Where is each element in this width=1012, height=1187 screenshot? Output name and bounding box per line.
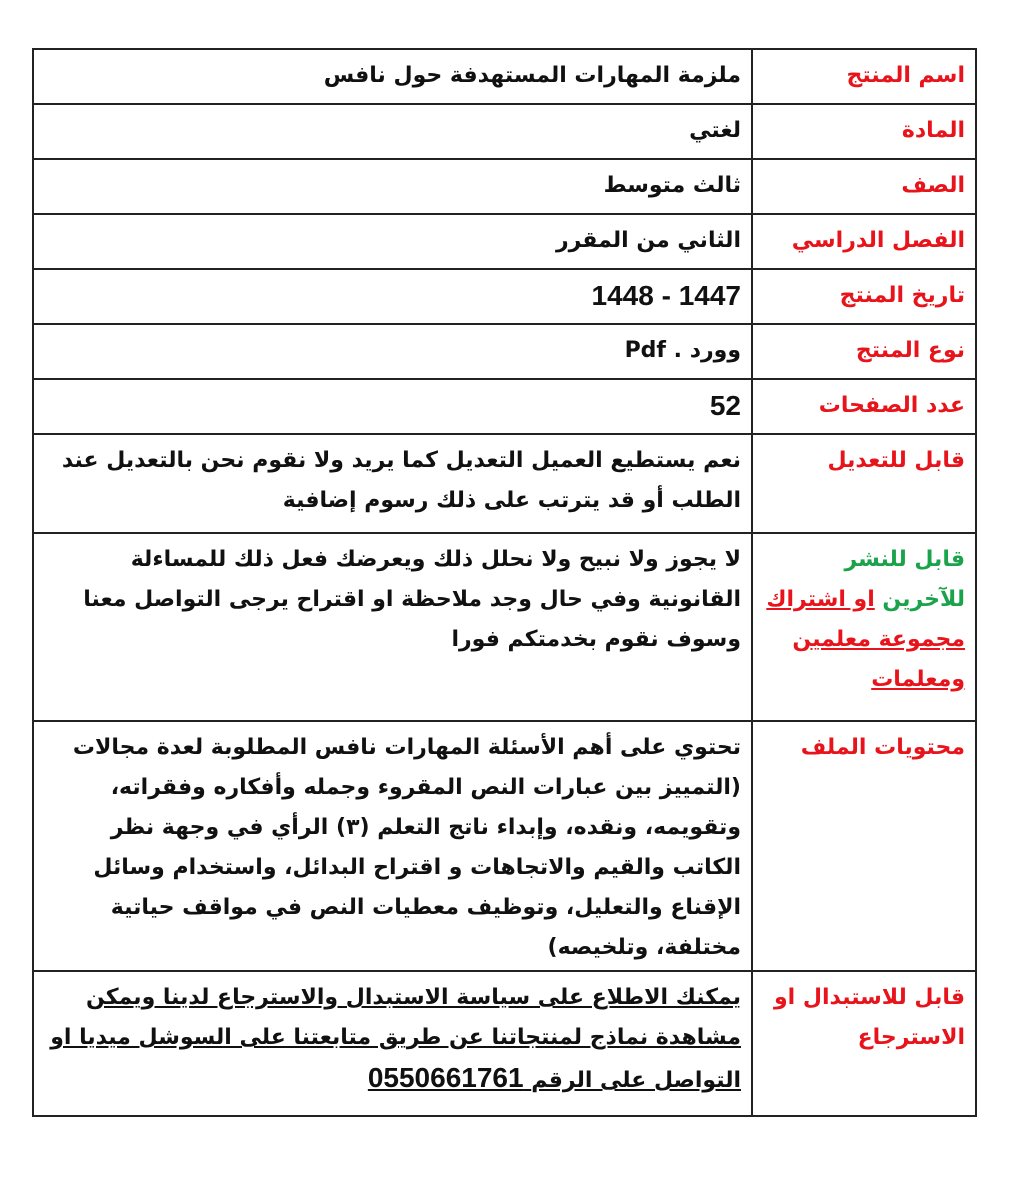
label-contents: محتويات الملف [752,721,976,971]
label-date: تاريخ المنتج [752,269,976,324]
phone-number-link[interactable]: 0550661761 [367,1062,524,1093]
text-line: مختلفة، وتلخيصه) [547,935,741,960]
value-date: 1447 - 1448 [33,269,752,324]
label-publish-part: ومعلمات [871,667,965,692]
value-product-name: ملزمة المهارات المستهدفة حول نافس [33,49,752,104]
returns-link-line[interactable]: التواصل على الرقم [531,1068,741,1093]
label-product-name: اسم المنتج [752,49,976,104]
value-editable [33,434,752,533]
label-returns-part: الاسترجاع [857,1025,965,1050]
label-subject: المادة [752,104,976,159]
value-subject: لغتي [33,104,752,159]
label-publish-part: او اشتراك [766,587,875,612]
text-line: (التمييز بين عبارات النص المقروء وجمله وأفكاره وفقراته، [110,775,741,800]
text-line: القانونية وفي حال وجد ملاحظة او اقتراح يرجى التواصل معنا [83,587,741,612]
text-line: لا يجوز ولا نبيح ولا نحلل ذلك ويعرضك فعل ذلك للمساءلة [130,547,741,572]
row-publish [33,533,976,721]
text-line: الإقناع والتعليل، وتوظيف معطيات النص في مواقف حياتية [110,895,741,920]
label-semester: الفصل الدراسي [752,214,976,269]
returns-link-line[interactable]: يمكنك الاطلاع على سياسة الاستبدال والاسترجاع لدينا ويمكن [85,985,741,1010]
row-grade [33,159,976,214]
label-publish-part: للآخرين [882,587,965,612]
text-line: تحتوي على أهم الأسئلة المهارات نافس المطلوبة لعدة مجالات [72,735,741,760]
row-product-name [33,49,976,104]
value-pages: 52 [33,379,752,434]
row-pages [33,379,976,434]
label-pages: عدد الصفحات [752,379,976,434]
row-semester [33,214,976,269]
label-returns [752,971,976,1116]
value-contents [33,721,752,971]
returns-link-line[interactable]: مشاهدة نماذج لمنتجاتنا عن طريق متابعتنا على السوشل ميديا او [50,1025,741,1050]
row-returns [33,971,976,1116]
label-returns-part: قابل للاستبدال او [774,985,965,1010]
text-line: نعم يستطيع العميل التعديل كما يريد ولا نقوم نحن بالتعديل عند [61,448,741,473]
row-date [33,269,976,324]
label-editable: قابل للتعديل [752,434,976,533]
value-type: وورد . Pdf [33,324,752,379]
label-type: نوع المنتج [752,324,976,379]
value-grade: ثالث متوسط [33,159,752,214]
row-type [33,324,976,379]
text-line: الكاتب والقيم والاتجاهات و اقتراح البدائل، واستخدام وسائل [93,855,741,880]
label-grade: الصف [752,159,976,214]
label-publish-part: مجموعة معلمين [792,627,965,652]
label-publish-part: قابل للنشر [844,547,965,572]
value-returns[interactable] [33,971,752,1116]
value-semester: الثاني من المقرر [33,214,752,269]
row-editable [33,434,976,533]
row-contents [33,721,976,971]
text-line: الطلب أو قد يترتب على ذلك رسوم إضافية [282,488,741,513]
value-publish [33,533,752,721]
label-publish [752,533,976,721]
text-line: وتقويمه، ونقده، وإبداء ناتج التعلم (٣) الرأي في وجهة نظر [110,815,741,840]
text-line: وسوف نقوم بخدمتكم فورا [451,627,741,652]
product-info-table [32,48,977,1117]
row-subject [33,104,976,159]
